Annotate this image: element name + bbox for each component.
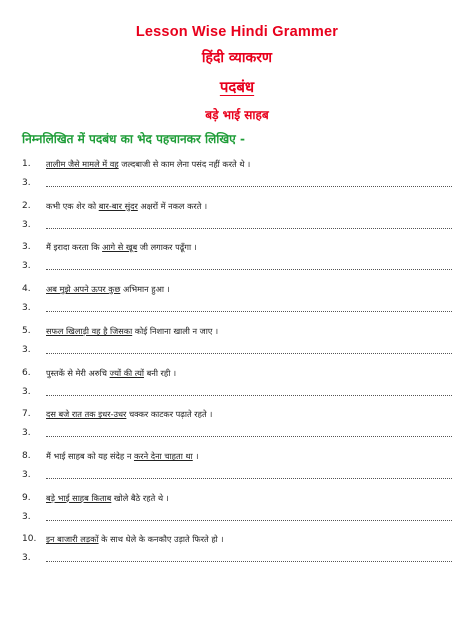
answer-number: 3.	[22, 428, 31, 439]
question-text-part: मैं भाई साहब को यह संदेह न	[46, 450, 134, 461]
answer-number: 3.	[22, 469, 31, 480]
answer-line[interactable]	[46, 520, 452, 521]
question-text-part: के साथ धेले के कनकौए उड़ाते फिरते हो ।	[98, 534, 224, 545]
question-row	[22, 365, 452, 381]
answer-row	[22, 218, 452, 232]
answer-row	[22, 301, 452, 315]
question-row	[22, 156, 452, 172]
question-text-part: चक्कर काटकर पढ़ाते रहते ।	[126, 409, 213, 420]
question-number: 7.	[22, 409, 31, 420]
topic-heading	[0, 77, 474, 97]
answer-line[interactable]	[46, 311, 452, 312]
question-number: 6.	[22, 367, 31, 378]
question-text	[46, 531, 224, 547]
answer-number: 3.	[22, 261, 31, 272]
underlined-phrase: करने देना चाहता था	[133, 450, 193, 461]
question-text	[46, 156, 250, 172]
page-title: Lesson Wise Hindi Grammer	[135, 24, 339, 40]
answer-line[interactable]	[46, 186, 452, 187]
answer-row	[22, 385, 452, 399]
answer-line[interactable]	[46, 478, 452, 479]
underlined-phrase: आगे से खूब	[102, 242, 138, 253]
question-number: 4.	[22, 284, 31, 295]
answer-row	[22, 510, 452, 524]
underlined-phrase: तालीम जैसे मामले में वह	[46, 159, 119, 169]
question-row	[22, 406, 452, 422]
answer-row	[22, 426, 452, 440]
answer-number: 3.	[22, 178, 31, 188]
question-text-part: अक्षरों में नकल करते ।	[137, 200, 208, 211]
answer-number: 3.	[22, 219, 31, 230]
underlined-phrase: बड़े भाई साहब किताब	[46, 492, 112, 503]
question-text	[46, 323, 218, 339]
question-number: 8.	[22, 450, 31, 461]
question-text	[46, 281, 170, 297]
instruction-text: निम्नलिखित में पदबंध का भेद पहचानकर लिखिए -	[22, 132, 245, 146]
underlined-phrase: अब मुझे अपने ऊपर कुछ	[46, 284, 121, 295]
answer-line[interactable]	[46, 436, 452, 437]
question-number: 5.	[22, 325, 31, 336]
question-row	[22, 198, 452, 214]
question-text	[46, 365, 176, 381]
answer-line[interactable]	[46, 561, 452, 562]
question-row	[22, 281, 452, 297]
answer-row	[22, 343, 452, 357]
question-text-part: खोले बैठे रहते थे ।	[111, 492, 169, 503]
question-text	[46, 490, 169, 506]
question-text-part: बनी रही ।	[144, 367, 177, 378]
question-text-part: कोई निशाना खाली न जाए ।	[132, 325, 219, 336]
underlined-phrase: ज्यों की त्यों	[109, 367, 144, 378]
underlined-phrase: दस बजे रात तक इधर-उधर	[46, 409, 127, 420]
question-text	[46, 406, 212, 422]
question-text	[46, 448, 199, 464]
topic-text: पदबंध	[219, 78, 255, 96]
question-text-part: ।	[192, 450, 199, 461]
question-number: 10.	[22, 534, 37, 545]
answer-number: 3.	[22, 344, 31, 355]
answer-number: 3.	[22, 511, 31, 522]
question-number: 2.	[22, 200, 31, 211]
answer-line[interactable]	[46, 353, 452, 354]
question-row	[22, 239, 452, 255]
question-text	[46, 198, 207, 214]
question-row	[22, 323, 452, 339]
underlined-phrase: इन बाजारी लड़कों	[46, 534, 99, 545]
question-row	[22, 490, 452, 506]
lesson-heading: बड़े भाई साहब	[205, 108, 269, 122]
answer-line[interactable]	[46, 228, 452, 229]
answer-row	[22, 259, 452, 273]
underlined-phrase: बार-बार सुंदर	[98, 200, 138, 211]
question-number: 9.	[22, 492, 31, 503]
answer-line[interactable]	[46, 395, 452, 396]
answer-row	[22, 468, 452, 482]
answer-line[interactable]	[46, 269, 452, 270]
question-text-part: पुस्तकें से मेरी अरुचि	[46, 367, 110, 378]
answer-number: 3.	[22, 553, 31, 564]
question-text	[46, 239, 197, 255]
answer-number: 3.	[22, 386, 31, 397]
question-text-part: जल्दबाजी से काम लेना पसंद नहीं करते थे ।	[118, 159, 251, 169]
page-subtitle: हिंदी व्याकरण	[201, 50, 273, 66]
question-text-part: अभिमान हुआ ।	[120, 284, 170, 295]
question-row	[22, 448, 452, 464]
answer-row	[22, 176, 452, 190]
question-text-part: जी लगाकर पढूँगा ।	[137, 242, 197, 253]
answer-row	[22, 551, 452, 565]
question-number: 3.	[22, 242, 31, 253]
answer-number: 3.	[22, 303, 31, 314]
question-row	[22, 531, 452, 547]
question-text-part: मैं इरादा करता कि	[46, 242, 103, 253]
question-text-part: कभी एक शेर को	[46, 200, 99, 211]
question-number: 1.	[22, 159, 31, 169]
underlined-phrase: सफल खिलाड़ी वह है जिसका	[46, 325, 133, 336]
